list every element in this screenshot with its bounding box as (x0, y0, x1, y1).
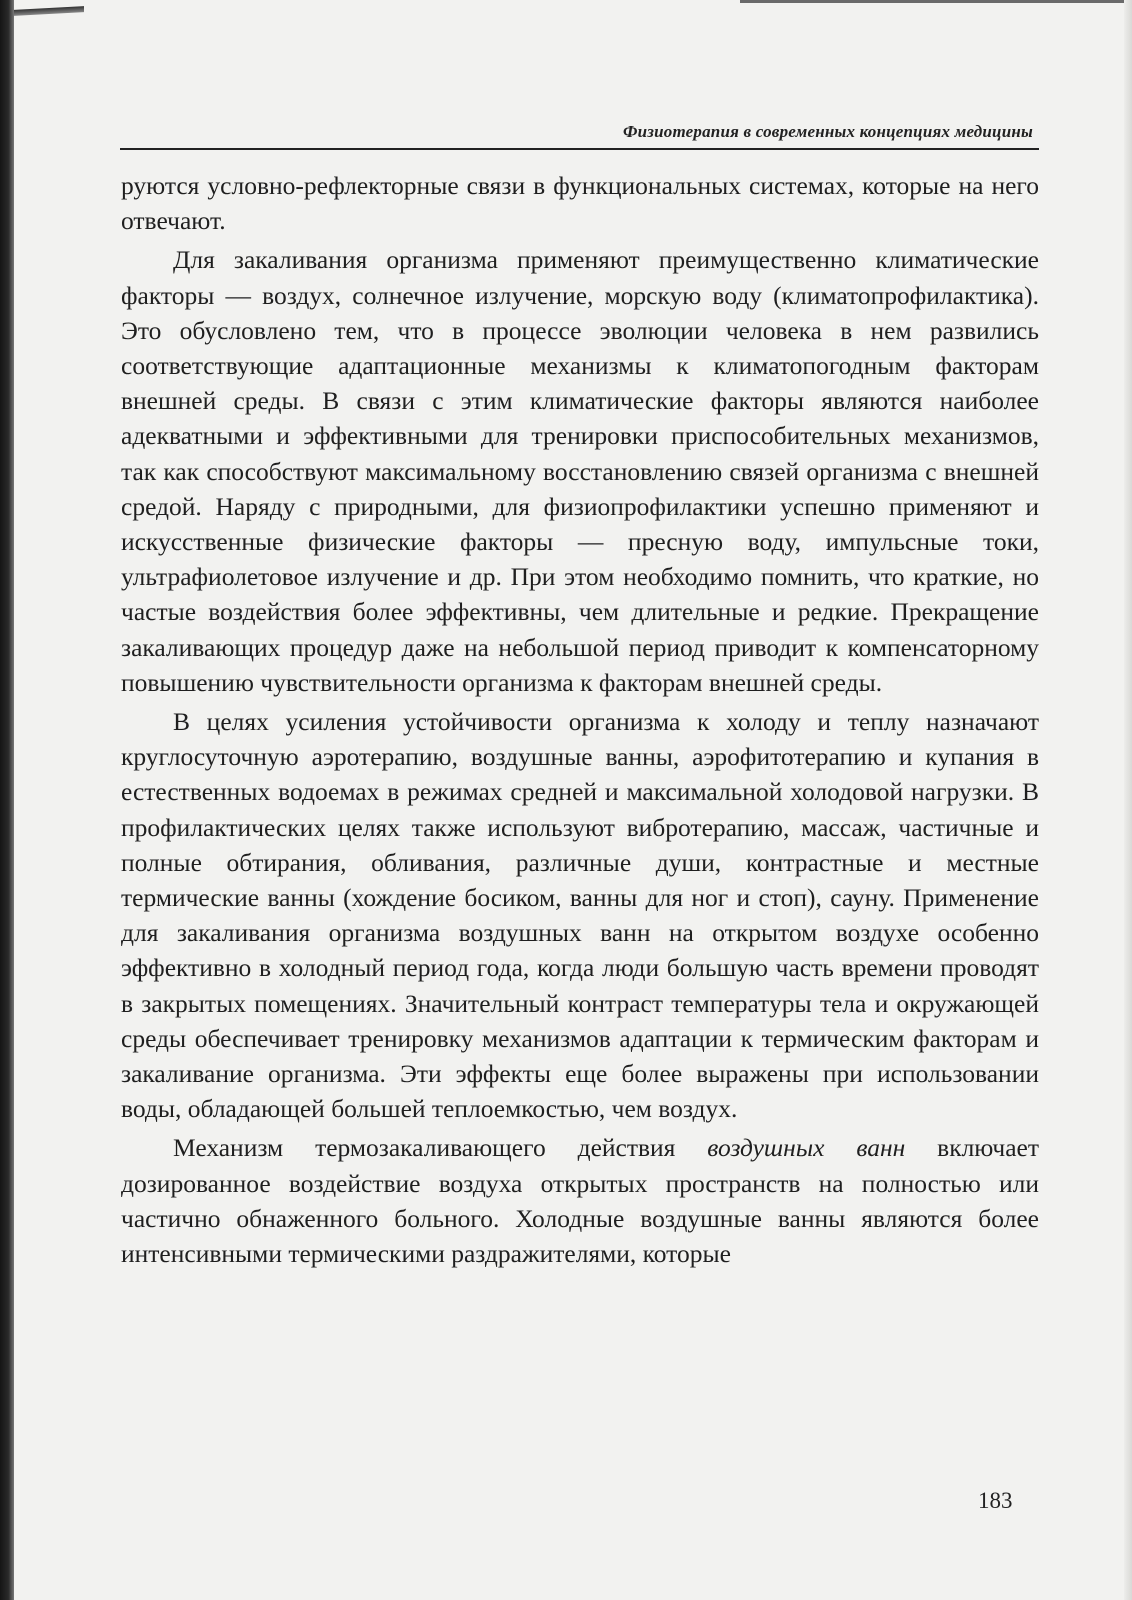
paragraph-3: В целях усиления устойчивости организма к холоду и теплу назначают круглосуточную аэротерапию, воздушные ванны, аэрофитотерапию и купания в естественных водоемах в режимах средней и максимальной холодовой нагрузки. В профилактических целях также используют вибротерапию, массаж, частичные и полные обтирания, обливания, различные души, контрастные и местные термические ванны (хождение босиком, ванны для ног и стоп), сауну. Применение для закаливания организма воздушных ванн на открытом воздухе особенно эффективно в холодный период года, когда люди большую часть времени проводят в закрытых помещениях. Значительный контраст температуры тела и окружающей среды обеспечивает тренировку механизмов адаптации к термическим факторам и закаливание организма. Эти эффекты еще более выражены при использовании воды, обладающей большей теплоемкостью, чем воздух. (121, 707, 1039, 1124)
page-number: 183 (978, 1488, 1013, 1513)
scan-edge-left (0, 0, 14, 1600)
paragraph-4 (121, 1130, 1039, 1271)
paragraph-4-text-end: включает дозированное воздействие воздуха открытых пространств на полностью или частично обнаженного больного. Холодные воздушные ванны являются более интенсивными термическими раздражителями, которые (121, 1133, 1039, 1269)
page-header (120, 120, 1039, 150)
running-head-title: Физиотерапия в современных концепциях медицины (622, 122, 1033, 141)
page-body (121, 168, 1039, 1271)
paragraph-4-emphasis: воздушных ванн (707, 1133, 906, 1163)
paragraph-4-text-start: Механизм термозакаливающего действия (173, 1133, 708, 1163)
scan-edge-top-right (740, 0, 1132, 3)
paragraph-1: руются условно-рефлекторные связи в функциональных системах, которые на него отвечают. (121, 171, 1039, 236)
scan-edge-top (14, 6, 84, 16)
paragraph-2: Для закаливания организма применяют преимущественно климатические факторы — воздух, солнечное излучение, морскую воду (климатопрофилактика). Это обусловлено тем, что в процессе эволюции человека в нем развились соответствующие адаптационные механизмы к климатопогодным факторам внешней среды. В связи с этим климатические факторы являются наиболее адекватными и эффективными для тренировки приспособительных механизмов, так как способствуют максимальному восстановлению связей организма с внешней средой. Наряду с природными, для физиопрофилактики успешно применяют и искусственные физические факторы — пресную воду, импульсные токи, ультрафиолетовое излучение и др. При этом необходимо помнить, что краткие, но частые воздействия более эффективны, чем длительные и редкие. Прекращение закаливающих процедур даже на небольшой период приводит к компенсаторному повышению чувствительности организма к факторам внешней среды. (121, 245, 1039, 697)
scan-edge-right (1124, 0, 1132, 1600)
